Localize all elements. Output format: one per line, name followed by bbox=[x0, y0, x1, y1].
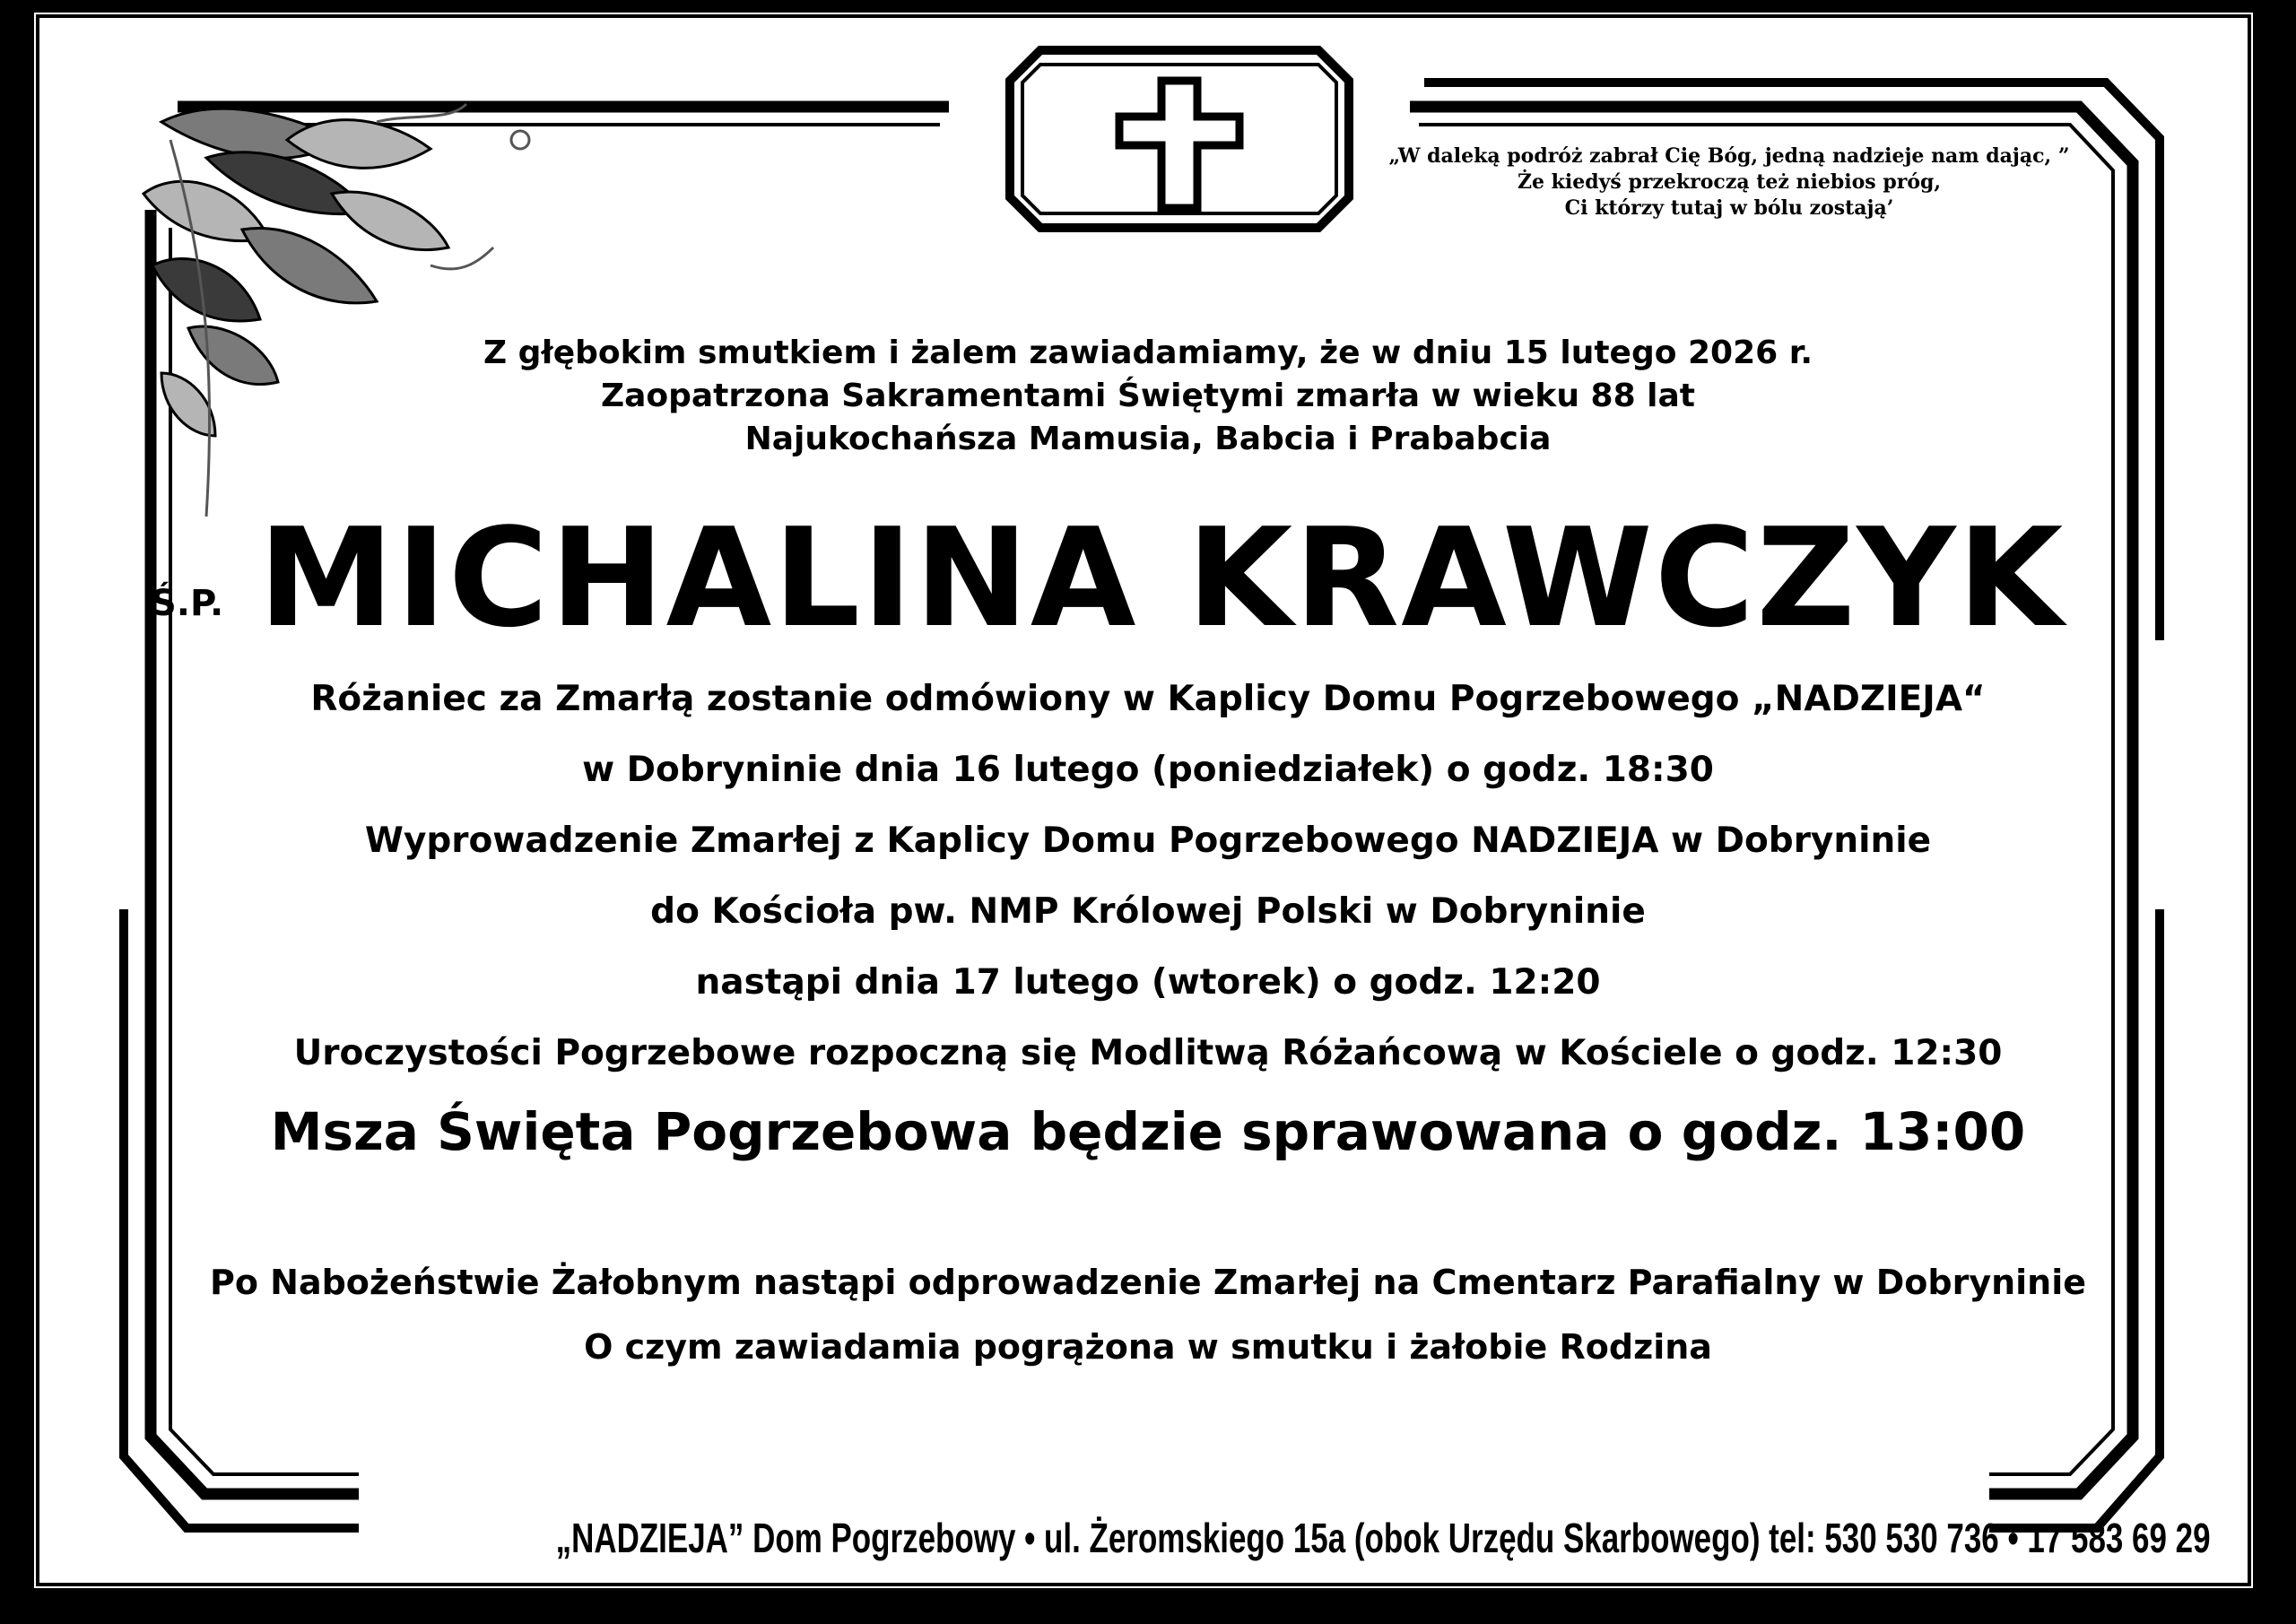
floral-ornament-icon bbox=[108, 86, 574, 552]
detail-line-3: Wyprowadzenie Zmarłej z Kaplicy Domu Pogrzebowego NADZIEJA w Dobryninie bbox=[364, 821, 1932, 861]
detail-line-5: nastąpi dnia 17 lutego (wtorek) o godz. 12:20 bbox=[695, 962, 1601, 1003]
intro-line-2: Zaopatrzona Sakramentami Świętymi zmarła w wieku 88 lat bbox=[600, 378, 1696, 414]
poem-line-1: „W daleką podróż zabrał Cię Bóg, jedną nadzieje nam dając, ” bbox=[1388, 144, 2070, 168]
funeral-home-footer: „NADZIEJA” Dom Pogrzebowy • ul. Żeromskiego 15a (obok Urzędu Skarbowego) tel: 530 530 736 • 17 583 69 29 bbox=[555, 1515, 2211, 1561]
detail-line-2: w Dobryninie dnia 16 lutego (poniedziałek) o godz. 18:30 bbox=[582, 750, 1714, 790]
intro-announcement bbox=[0, 332, 2296, 461]
deceased-name-row bbox=[151, 499, 2169, 657]
mass-announcement: Msza Święta Pogrzebowa będzie sprawowana o godz. 13:00 bbox=[270, 1101, 2026, 1162]
closing-notice bbox=[0, 1255, 2296, 1385]
detail-line-4: do Kościoła pw. NMP Królowej Polski w Dobryninie bbox=[650, 891, 1646, 932]
memorial-poem bbox=[1326, 143, 2133, 221]
poem-line-3: Ci którzy tutaj w bólu zostają’ bbox=[1564, 196, 1894, 220]
closing-line-2: O czym zawiadamia pogrążona w smutku i żałobie Rodzina bbox=[584, 1327, 1712, 1367]
poem-line-2: Że kiedyś przekroczą też niebios próg, bbox=[1517, 170, 1942, 194]
name-prefix: Ś.P. bbox=[151, 583, 224, 624]
deceased-name: MICHALINA KRAWCZYK bbox=[258, 499, 2066, 657]
funeral-details bbox=[0, 673, 2296, 1098]
detail-line-1: Różaniec za Zmarłą zostanie odmówiony w Kaplicy Domu Pogrzebowego „NADZIEJA“ bbox=[310, 679, 1986, 719]
cross-icon bbox=[1004, 45, 1354, 233]
intro-line-3: Najukochańsza Mamusia, Babcia i Prababcia bbox=[744, 421, 1552, 457]
intro-line-1: Z głębokim smutkiem i żalem zawiadamiamy, że w dniu 15 lutego 2026 r. bbox=[483, 334, 1813, 371]
detail-line-6: Uroczystości Pogrzebowe rozpoczną się Modlitwą Różańcową w Kościele o godz. 12:30 bbox=[293, 1033, 2003, 1073]
closing-line-1: Po Nabożeństwie Żałobnym nastąpi odprowadzenie Zmarłej na Cmentarz Parafialny w Dobryninie bbox=[209, 1263, 2087, 1302]
